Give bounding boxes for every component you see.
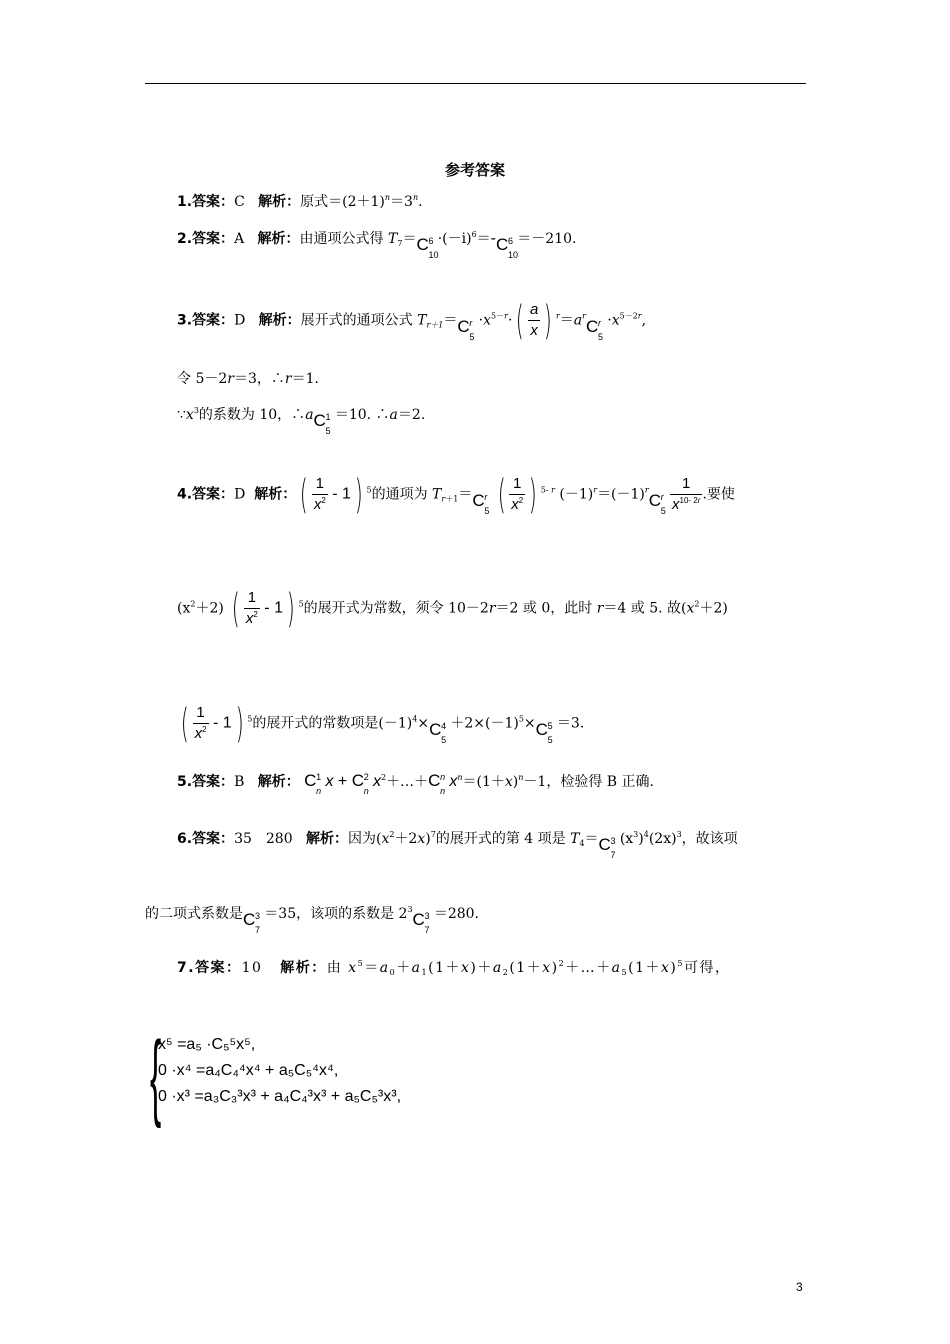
answer-4: 4.答案：D 解析：( $\frac{1}{x^2}$ - 1) $^5$的通项为 $T_{r+1}=C$ r 5 ( $\frac{1}{x^2}$ ) $^{5- r}$ $(-1)^r=(-1)^rC$ r 5 $\frac{1}{x^{10- 2r}}$ .要使 — [177, 471, 735, 518]
answer-3-line3: $\because x^3$的系数为 10，∴aC 1 5 ＝10. ∴a＝2. — [177, 406, 426, 436]
left-brace: { — [150, 1022, 162, 1129]
equation-row: x⁵ =a₅ ·C₅⁵x⁵, — [158, 1036, 256, 1053]
answer-1: 1.答案：C 解析：原式$=(2+1)^n=3^n$. — [177, 193, 423, 210]
answer-5: 5.答案：B 解析： C 1 n x + C 2 n $x^2+\dots+C$ n n $x^n=(1+x)^n-1$，检验得 B 正确. — [177, 771, 654, 796]
answer-3-line2: 令 5－2r＝3，∴r＝1. — [177, 371, 319, 387]
answer-6: 6.答案：35 280 解析：因为$(x^2+2x)^7$的展开式的第 4 项是 $T_4=C$ 3 7 $(x^3)^4(2x)^3$，故该项 — [177, 830, 738, 860]
answer-2: 2.答案：A 解析：由通项公式得 $T_7=C$ 6 10 $\cdot(-i)^6=-C$ 6 10 ＝－210. — [177, 230, 577, 260]
equation-system — [150, 1022, 402, 1129]
answer-4-line3: ( $\frac{1}{x^2}$ - 1) $^5$的展开式的常数项是$(-1)^4\times C$ 4 5 $+2\times(-1)^5\times C$ 5 5 ＝3. — [180, 700, 585, 747]
page-title: 参考答案 — [444, 161, 505, 179]
answer-3: 3.答案：D 解析：展开式的通项公式 $T_{r+1}=C$ r 5 $\cdot x^{5-r}\cdot$( $\frac{a}{x}$ ) $^r=a^rC$ r 5 $\cdot x^{5-2r}$, — [177, 297, 647, 344]
equation-row: 0 ·x³ =a₃C₃³x³ + a₄C₄³x³ + a₅C₅³x³, — [158, 1088, 402, 1105]
page-number: 3 — [796, 1280, 803, 1294]
header-rule — [145, 83, 806, 84]
answer-7: 7.答案：10 解析：由 $x^5=a_0+a_1(1+x)+a_2(1+x)^2+\dots+a_5(1+x)^5$可得， — [177, 959, 731, 977]
answer-6-line2: 的二项式系数是C 3 7 ＝35，该项的系数是 $2^3C$ 3 7 ＝280. — [145, 905, 479, 935]
equation-row: 0 ·x⁴ =a₄C₄⁴x⁴ + a₅C₅⁴x⁴, — [158, 1062, 339, 1079]
answer-4-line2: $(x^2+2)$ ( $\frac{1}{x^2}$ - 1) $^5$的展开式为常数，须令 10－2r＝2 或 0，此时 r＝4 或 5. 故$(x^2+2)$ — [177, 585, 728, 632]
